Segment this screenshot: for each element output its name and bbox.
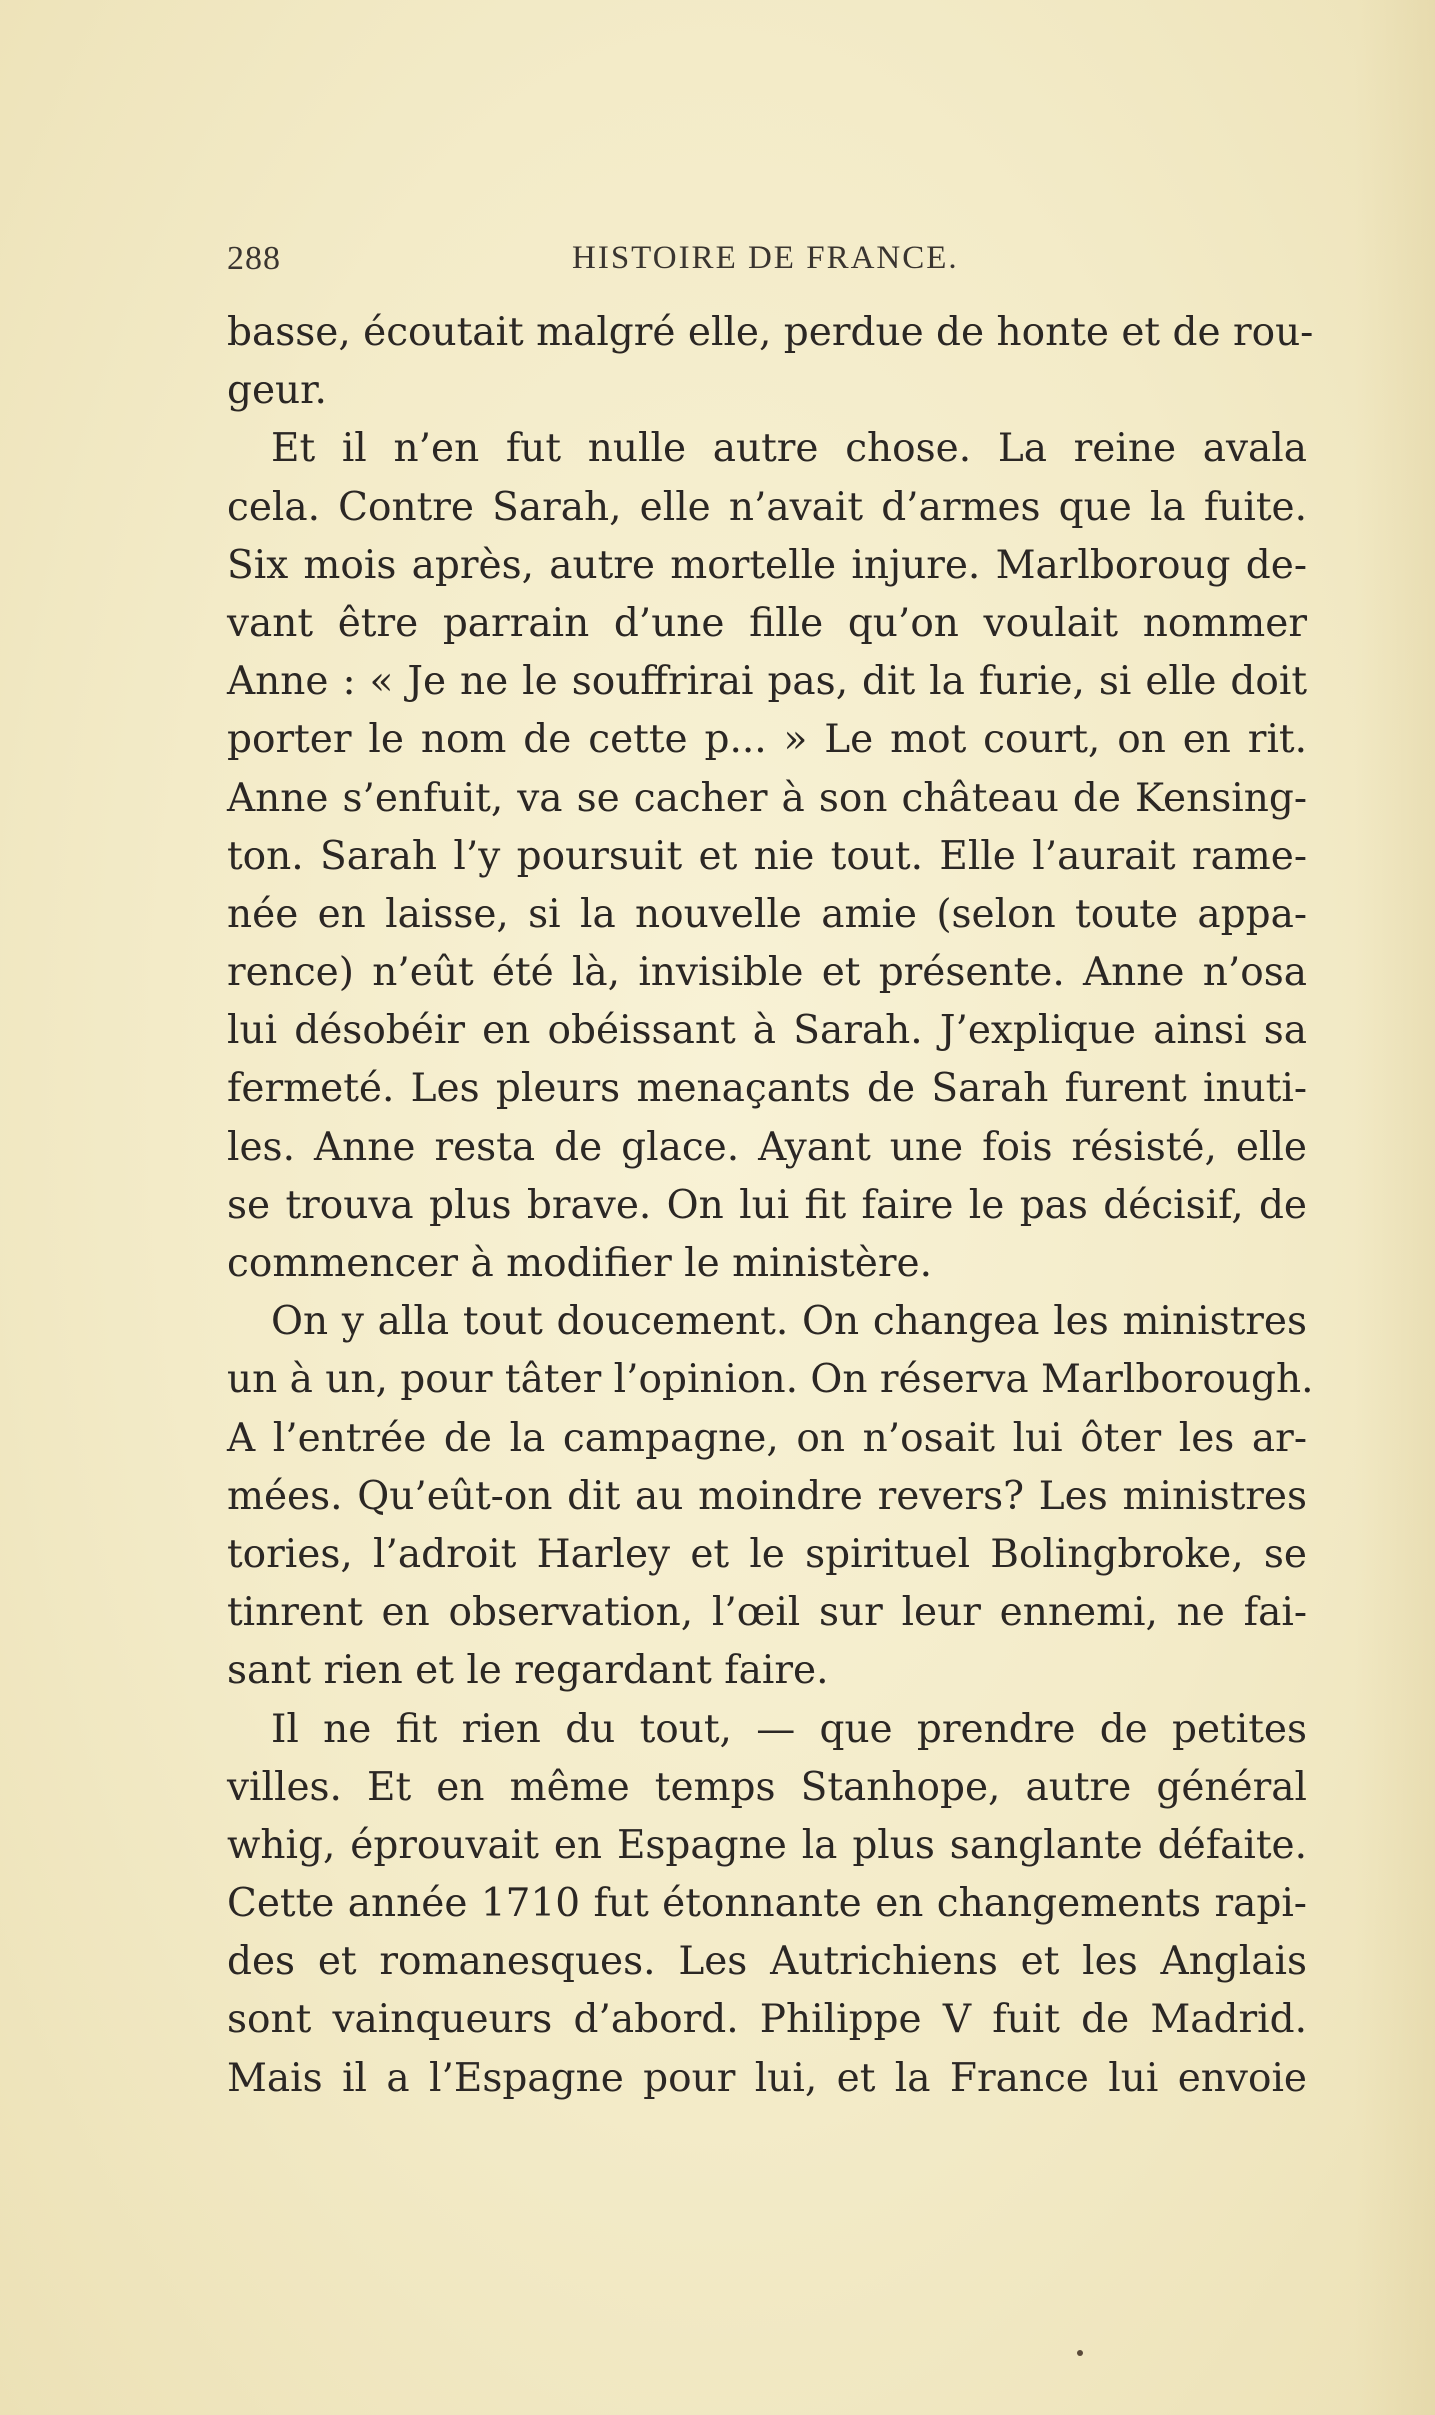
text-line: Il ne fit rien du tout, — que prendre de petites bbox=[271, 1706, 1307, 1752]
text-line: Cette année 1710 fut étonnante en changements rapi- bbox=[227, 1881, 1307, 1927]
text-line: un à un, pour tâter l’opinion. On réserva Marlborough. bbox=[227, 1357, 1314, 1403]
text-line: whig, éprouvait en Espagne la plus sanglante défaite. bbox=[227, 1822, 1307, 1868]
ink-speck bbox=[1077, 2350, 1083, 2356]
text-line: vant être parrain d’une fille qu’on voulait nommer bbox=[227, 600, 1307, 646]
text-line: On y alla tout doucement. On changea les ministres bbox=[271, 1299, 1307, 1345]
page-number: 288 bbox=[227, 240, 281, 277]
text-line: Et il n’en fut nulle autre chose. La reine avala bbox=[271, 426, 1307, 472]
text-line: fermeté. Les pleurs menaçants de Sarah furent inuti- bbox=[227, 1066, 1307, 1112]
body-text bbox=[227, 304, 1314, 2108]
text-line: cela. Contre Sarah, elle n’avait d’armes que la fuite. bbox=[227, 484, 1307, 530]
text-line: Anne : « Je ne le souffrirai pas, dit la furie, si elle doit bbox=[227, 659, 1307, 705]
running-head bbox=[227, 240, 1307, 290]
text-line: porter le nom de cette p... » Le mot court, on en rit. bbox=[227, 717, 1307, 763]
text-line: basse, écoutait malgré elle, perdue de honte et de rou- bbox=[227, 310, 1314, 355]
text-line: tories, l’adroit Harley et le spirituel Bolingbroke, se bbox=[227, 1531, 1307, 1577]
text-line: lui désobéir en obéissant à Sarah. J’explique ainsi sa bbox=[227, 1008, 1307, 1054]
text-line: Six mois après, autre mortelle injure. Marlboroug de- bbox=[227, 542, 1307, 588]
text-line: des et romanesques. Les Autrichiens et les Anglais bbox=[227, 1939, 1307, 1985]
text-line: ton. Sarah l’y poursuit et nie tout. Elle l’aurait rame- bbox=[227, 833, 1307, 879]
text-line: mées. Qu’eût-on dit au moindre revers? Les ministres bbox=[227, 1473, 1307, 1519]
text-line: rence) n’eût été là, invisible et présente. Anne n’osa bbox=[227, 950, 1307, 996]
text-line: tinrent en observation, l’œil sur leur ennemi, ne fai- bbox=[227, 1590, 1307, 1636]
text-line: Mais il a l’Espagne pour lui, et la France lui envoie bbox=[227, 2055, 1307, 2101]
text-line: villes. Et en même temps Stanhope, autre général bbox=[227, 1764, 1307, 1810]
text-line: A l’entrée de la campagne, on n’osait lui ôter les ar- bbox=[227, 1415, 1307, 1461]
text-line: commencer à modifier le ministère. bbox=[227, 1241, 933, 1286]
text-line: les. Anne resta de glace. Ayant une fois résisté, elle bbox=[227, 1124, 1307, 1170]
page-edge-shade bbox=[1355, 0, 1435, 2415]
text-line: sont vainqueurs d’abord. Philippe V fuit de Madrid. bbox=[227, 1997, 1307, 2043]
text-line: geur. bbox=[227, 368, 327, 414]
text-line: née en laisse, si la nouvelle amie (selon toute appa- bbox=[227, 891, 1307, 937]
running-title: HISTOIRE DE FRANCE. bbox=[572, 240, 959, 276]
text-line: Anne s’enfuit, va se cacher à son château de Kensing- bbox=[227, 775, 1307, 821]
text-line: se trouva plus brave. On lui fit faire le pas décisif, de bbox=[227, 1182, 1307, 1228]
text-line: sant rien et le regardant faire. bbox=[227, 1648, 829, 1694]
